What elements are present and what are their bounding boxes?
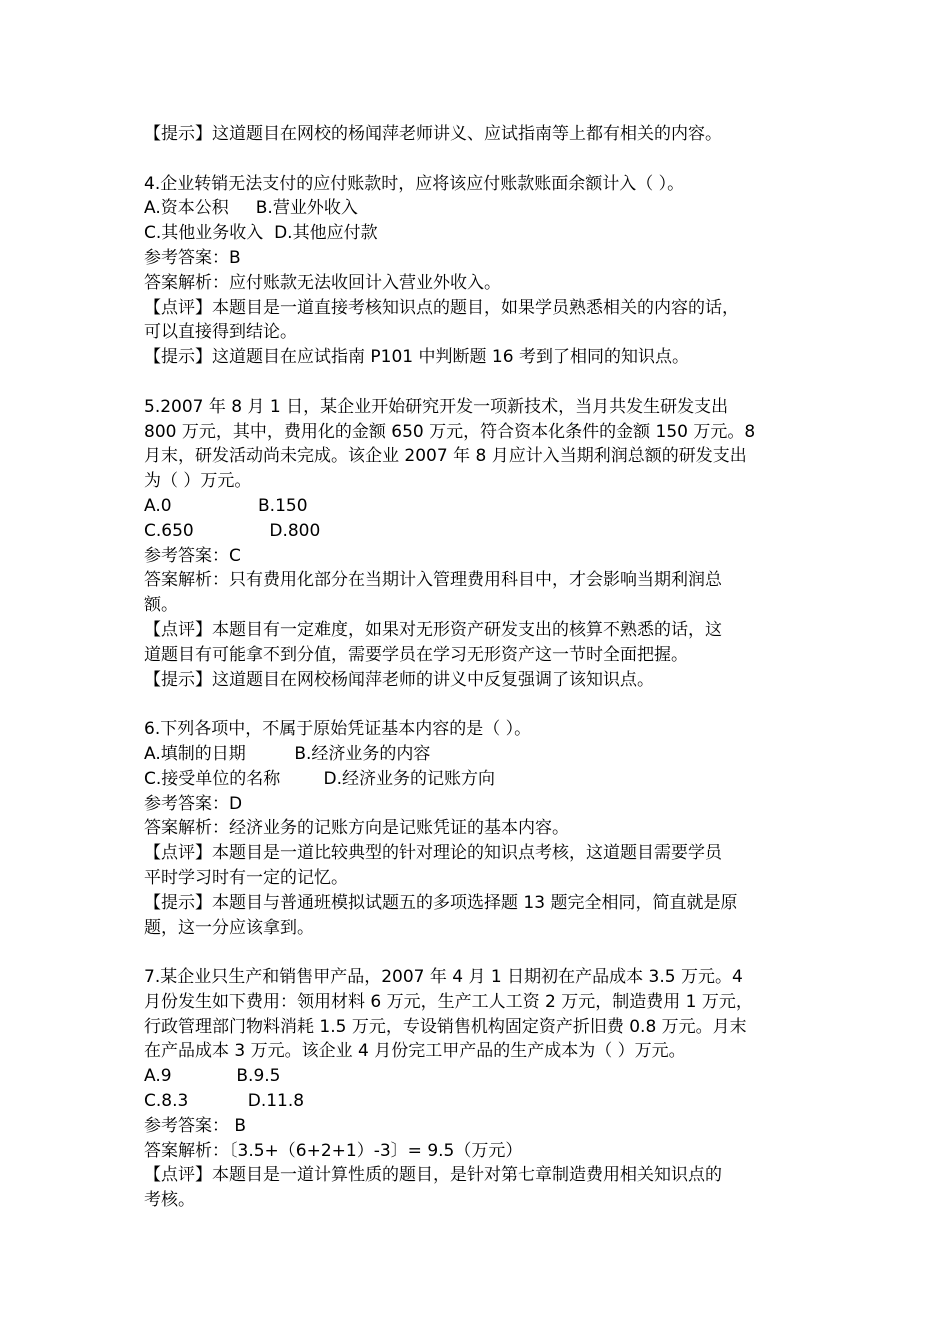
option-line: A.9 B.9.5 (144, 1066, 281, 1087)
question-6 (144, 717, 814, 940)
explanation-line: 答案解析：应付账款无法收回计入营业外收入。 (144, 272, 501, 293)
comment-line: 【点评】本题目有一定难度，如果对无形资产研发支出的核算不熟悉的话，这 (144, 619, 722, 640)
explanation-line: 额。 (144, 595, 178, 616)
answer-line: 参考答案：B (144, 247, 241, 268)
explanation-line: 答案解析：〔3.5+（6+2+1）-3〕= 9.5（万元） (144, 1140, 523, 1161)
answer-line: 参考答案：D (144, 793, 243, 814)
question-7 (144, 965, 814, 1213)
question-text: 月份发生如下费用：领用材料 6 万元，生产工人工资 2 万元，制造费用 1 万元， (144, 991, 753, 1012)
comment-line: 【点评】本题目是一道比较典型的针对理论的知识点考核，这道题目需要学员 (144, 843, 722, 864)
question-text: 5.2007 年 8 月 1 日，某企业开始研究开发一项新技术，当月共发生研发支出 (144, 396, 729, 417)
answer-line: 参考答案：C (144, 545, 241, 566)
comment-line: 【点评】本题目是一道计算性质的题目，是针对第七章制造费用相关知识点的 (144, 1165, 722, 1186)
comment-line: 可以直接得到结论。 (144, 322, 297, 343)
question-text: 800 万元，其中，费用化的金额 650 万元，符合资本化条件的金额 150 万元。8 (144, 421, 756, 442)
option-line: C.650 D.800 (144, 520, 321, 541)
comment-line: 考核。 (144, 1190, 195, 1211)
spacer (144, 370, 814, 395)
spacer (144, 940, 814, 965)
question-4 (144, 172, 814, 370)
comment-line: 【点评】本题目是一道直接考核知识点的题目，如果学员熟悉相关的内容的话， (144, 297, 739, 318)
option-line: C.接受单位的名称 D.经济业务的记账方向 (144, 768, 495, 789)
option-line: C.8.3 D.11.8 (144, 1091, 305, 1112)
hint-line: 【提示】这道题目在应试指南 P101 中判断题 16 考到了相同的知识点。 (144, 347, 689, 368)
question-text: 月末，研发活动尚未完成。该企业 2007 年 8 月应计入当期利润总额的研发支出 (144, 446, 747, 467)
spacer (144, 692, 814, 717)
hint-line: 【提示】这道题目在网校杨闻萍老师的讲义中反复强调了该知识点。 (144, 669, 654, 690)
option-line: A.资本公积 B.营业外收入 (144, 198, 358, 219)
question-text: 在产品成本 3 万元。该企业 4 月份完工甲产品的生产成本为（ ）万元。 (144, 1041, 686, 1062)
hint-line: 题，这一分应该拿到。 (144, 917, 314, 938)
hint-line: 【提示】本题目与普通班模拟试题五的多项选择题 13 题完全相同，简直就是原 (144, 892, 738, 913)
comment-line: 道题目有可能拿不到分值，需要学员在学习无形资产这一节时全面把握。 (144, 644, 688, 665)
option-line: C.其他业务收入 D.其他应付款 (144, 223, 378, 244)
document-page (144, 122, 814, 1213)
explanation-line: 答案解析：只有费用化部分在当期计入管理费用科目中，才会影响当期利润总 (144, 570, 722, 591)
answer-line: 参考答案： B (144, 1115, 247, 1136)
intro-hint: 【提示】这道题目在网校的杨闻萍老师讲义、应试指南等上都有相关的内容。 (144, 124, 722, 144)
question-text: 6.下列各项中，不属于原始凭证基本内容的是（ ）。 (144, 719, 532, 740)
question-5 (144, 395, 814, 693)
question-text: 为（ ）万元。 (144, 471, 252, 492)
question-text: 行政管理部门物料消耗 1.5 万元，专设销售机构固定资产折旧费 0.8 万元。月末 (144, 1016, 747, 1037)
comment-line: 平时学习时有一定的记忆。 (144, 867, 348, 888)
option-line: A.填制的日期 B.经济业务的内容 (144, 743, 431, 764)
explanation-line: 答案解析：经济业务的记账方向是记账凭证的基本内容。 (144, 818, 569, 839)
option-line: A.0 B.150 (144, 495, 308, 516)
spacer (144, 147, 814, 172)
question-text: 7.某企业只生产和销售甲产品，2007 年 4 月 1 日期初在产品成本 3.5 万元。4 (144, 967, 743, 988)
question-text: 4.企业转销无法支付的应付账款时，应将该应付账款账面余额计入（ ）。 (144, 173, 685, 194)
